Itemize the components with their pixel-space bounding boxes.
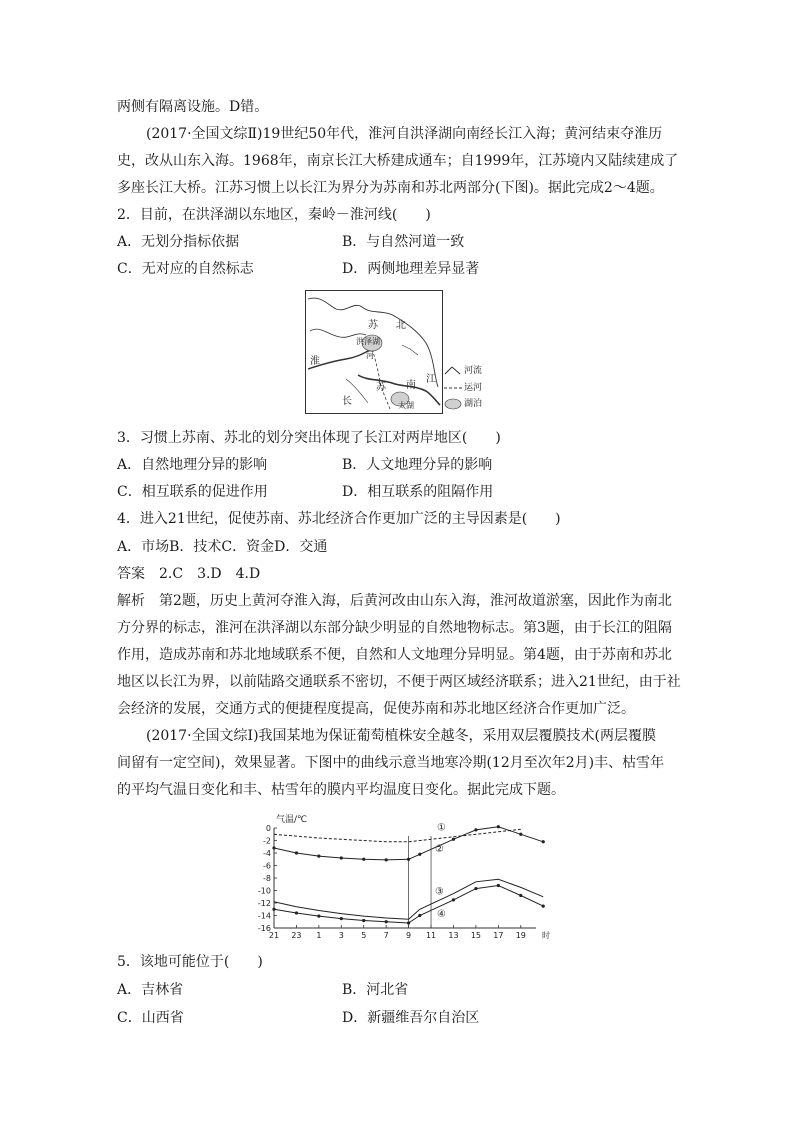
y-tick-label: -2 [263, 836, 271, 846]
y-tick-label: -6 [263, 861, 271, 871]
data-point [362, 858, 365, 861]
map-label-he: 河 [366, 351, 374, 360]
option-5b: B．河北省 [342, 982, 409, 998]
y-tick-label: -4 [263, 849, 271, 858]
data-point [519, 833, 522, 836]
temperature-chart [248, 810, 548, 945]
map-label-taihu: 太湖 [398, 401, 414, 410]
option-3a: A．自然地理分异的影响 [117, 457, 268, 473]
option-2d: D．两侧地理差异显著 [342, 261, 480, 277]
data-point [407, 858, 410, 861]
data-point [272, 908, 275, 911]
x-tick-label: 19 [515, 931, 526, 940]
data-point [452, 838, 455, 841]
option-3b: B．人文地理分异的影响 [342, 457, 493, 473]
data-point [317, 915, 320, 918]
intro-paragraph-line: (2017·全国文综Ⅱ)19世纪50年代，淮河自洪泽湖向南经长江入海；黄河结束夺淮历 [146, 126, 663, 142]
data-point [497, 884, 500, 887]
data-point [474, 828, 477, 831]
explanation-line: 方分界的标志，淮河在洪泽湖以东部分缺少明显的自然地物标志。第3题，由于长江的阻隔 [117, 620, 672, 636]
x-tick-label: 3 [338, 931, 344, 940]
series-annotation: ④ [437, 908, 447, 920]
data-point [452, 898, 455, 901]
option-5a: A．吉林省 [117, 982, 184, 998]
legend-lake: 湖泊 [464, 399, 483, 409]
map-label-jiang: 江 [426, 374, 436, 385]
x-tick-label: 9 [406, 931, 412, 940]
y-tick-label: -16 [257, 924, 271, 933]
map-label-hongze: 洪泽湖 [356, 337, 380, 346]
map-label-su: 苏 [368, 320, 378, 331]
x-tick-label: 5 [361, 931, 367, 940]
map-label-bei: 北 [396, 320, 406, 331]
y-tick-label: -14 [257, 911, 271, 921]
option-2a: A．无划分指标依据 [117, 234, 240, 250]
data-point [407, 921, 410, 924]
x-tick-label: 11 [425, 931, 437, 940]
question-4: 4．进入21世纪，促使苏南、苏北经济合作更加广泛的主导因素是( ) [117, 511, 561, 527]
y-tick-label: -8 [263, 874, 271, 883]
options-4: A．市场B．技术C．资金D．交通 [117, 539, 328, 555]
data-point [542, 905, 545, 908]
data-point [340, 856, 343, 859]
intro-paragraph-line: 史，改从山东入海。1968年，南京长江大桥建成通车；自1999年，江苏境内又陆续建成了 [117, 153, 679, 169]
data-point [418, 914, 421, 917]
jiangsu-map [305, 290, 443, 414]
x-tick-label: 17 [493, 931, 504, 940]
explanation-line: 作用，造成苏南和苏北地域联系不便，自然和人文地理分异明显。第4题，由于苏南和苏北 [117, 647, 672, 663]
x-tick-label: 7 [383, 931, 389, 940]
option-5d: D．新疆维吾尔自治区 [342, 1010, 480, 1026]
map-label-huai: 淮 [310, 356, 320, 367]
data-point [340, 917, 343, 920]
x-tick-label: 13 [448, 931, 459, 940]
question-5: 5．该地可能位于( ) [117, 954, 263, 970]
paragraph-line: (2017·全国文综Ⅰ)我国某地为保证葡萄植株安全越冬，采用双层覆膜技术(两层覆膜 [146, 728, 656, 744]
option-5c: C．山西省 [117, 1010, 184, 1026]
x-axis-label: 时 [542, 931, 550, 940]
data-point [295, 911, 298, 914]
legend-canal: 运河 [464, 383, 483, 393]
y-tick-label: -10 [257, 886, 271, 896]
data-point [317, 855, 320, 858]
x-tick-label: 15 [470, 931, 482, 940]
option-3c: C．相互联系的促进作用 [117, 484, 268, 500]
intro-paragraph-line: 多座长江大桥。江苏习惯上以长江为界分为苏南和苏北两部分(下图)。据此完成2～4题。 [117, 180, 664, 196]
option-3d: D．相互联系的阻隔作用 [342, 484, 494, 500]
legend-symbols [442, 362, 464, 414]
series-annotation: ① [437, 822, 447, 834]
legend-river: 河流 [464, 366, 483, 376]
map-label-su2: 苏 [376, 382, 386, 393]
data-point [385, 920, 388, 923]
explanation-line: 会经济的发展，交通方式的便捷程度提高，促使苏南和苏北地区经济合作更加广泛。 [117, 701, 635, 717]
series-line [274, 829, 521, 842]
text-line: 两侧有隔离设施。D错。 [117, 99, 269, 115]
x-tick-label: 23 [291, 931, 302, 940]
series-annotation: ② [435, 843, 445, 855]
data-point [519, 894, 522, 897]
y-tick-label: -12 [257, 899, 271, 908]
x-tick-label: 1 [316, 931, 322, 940]
data-point [497, 825, 500, 828]
paragraph-line: 的平均气温日变化和丰、枯雪年的膜内平均温度日变化。据此完成下题。 [117, 782, 565, 798]
data-point [474, 887, 477, 890]
data-point [362, 919, 365, 922]
explanation-line: 地区以长江为界，以前陆路交通联系不密切，不便于两区域经济联系；进入21世纪，由于社 [117, 674, 681, 690]
map-label-chang: 长 [342, 396, 352, 407]
data-point [418, 853, 421, 856]
map-label-nan: 南 [406, 380, 416, 391]
option-2b: B．与自然河道一致 [342, 234, 465, 250]
question-3: 3．习惯上苏南、苏北的划分突出体现了长江对两岸地区( ) [117, 430, 501, 446]
data-point [385, 858, 388, 861]
data-point [272, 846, 275, 849]
data-point [542, 840, 545, 843]
y-tick-label: 0 [265, 824, 271, 833]
option-2c: C．无对应的自然标志 [117, 261, 254, 277]
x-tick-label: 21 [268, 931, 280, 940]
series-annotation: ③ [435, 886, 445, 898]
paragraph-line: 间留有一定空间)，效果显著。下图中的曲线示意当地寒冷期(12月至次年2月)丰、枯雪年 [117, 755, 665, 771]
map-graphic [306, 291, 442, 413]
question-2: 2．目前，在洪泽湖以东地区，秦岭－淮河线( ) [117, 207, 431, 223]
map-legend [442, 362, 502, 414]
explanation-line: 解析 第2题，历史上黄河夺淮入海，后黄河改由山东入海，淮河故道淤塞，因此作为南北 [117, 593, 672, 609]
data-point [295, 851, 298, 854]
answer-line: 答案 2.C 3.D 4.D [117, 566, 261, 582]
y-axis-label: 气温/℃ [276, 815, 308, 825]
